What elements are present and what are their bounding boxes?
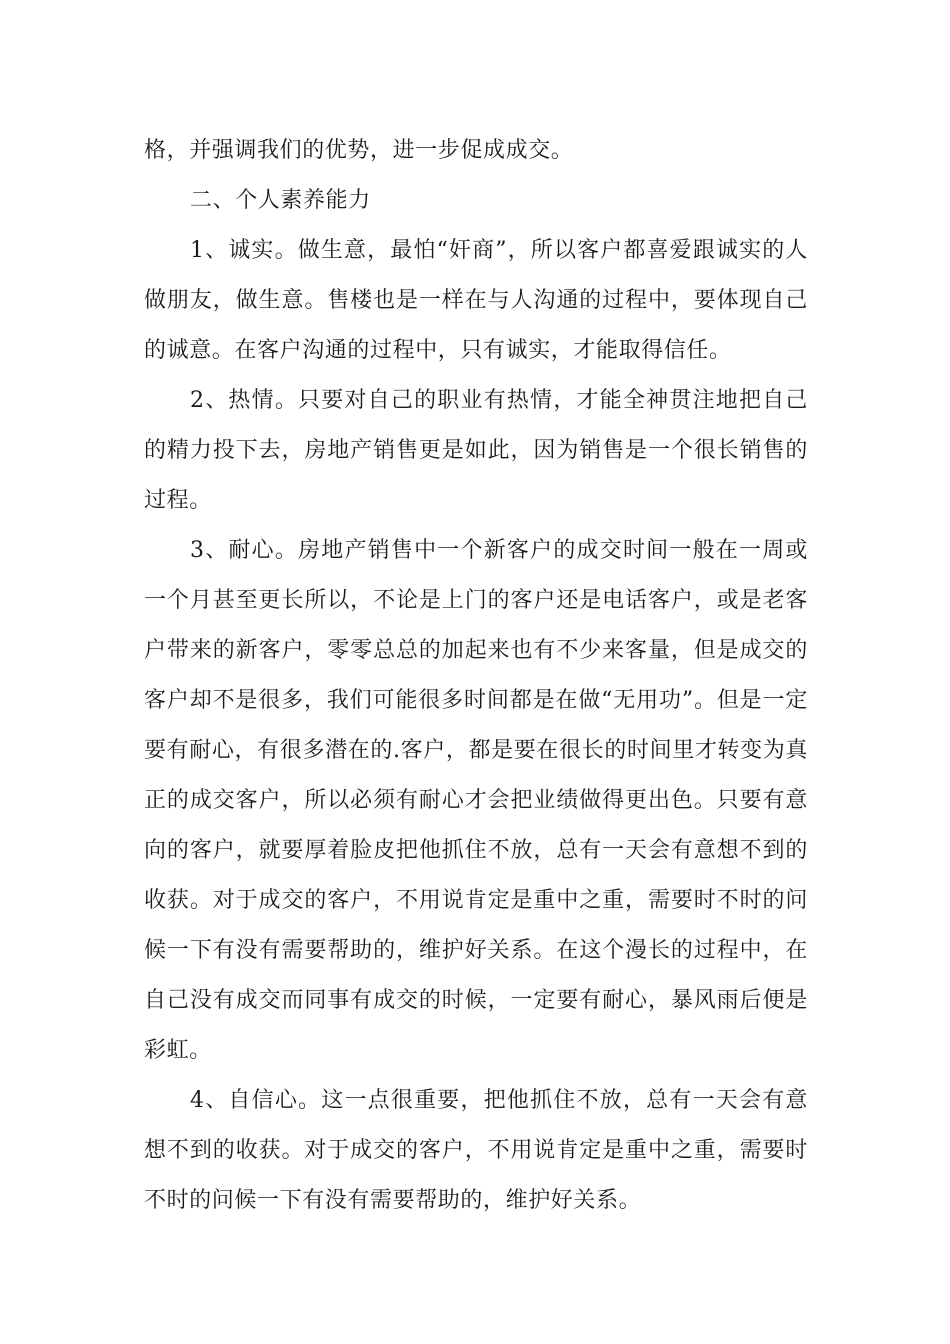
paragraph-patience: 3、耐心。房地产销售中一个新客户的成交时间一般在一周或一个月甚至更长所以，不论是上门的客户还是电话客户，或是老客户带来的新客户，零零总总的加起来也有不少来客量，但是成交的客户却不是很多，我们可能很多时间都是在做“无用功”。但是一定要有耐心，有很多潜在的.客户，都是要在很长的时间里才转变为真正的成交客户，所以必须有耐心才会把业绩做得更出色。只要有意向的客户，就要厚着脸皮把他抓住不放，总有一天会有意想不到的收获。对于成交的客户，不用说肯定是重中之重，需要时不时的问候一下有没有需要帮助的，维护好关系。在这个漫长的过程中，在自己没有成交而同事有成交的时候，一定要有耐心，暴风雨后便是彩虹。	[144, 538, 808, 1063]
paragraph-enthusiasm: 2、热情。只要对自己的职业有热情，才能全神贯注地把自己的精力投下去，房地产销售更是如此，因为销售是一个很长销售的过程。	[144, 388, 808, 513]
section-heading: 二、个人素养能力	[190, 188, 371, 213]
document-body	[144, 126, 808, 1226]
paragraph-continuation: 格，并强调我们的优势，进一步促成成交。	[144, 138, 574, 163]
paragraph-honesty: 1、诚实。做生意，最怕“奸商”，所以客户都喜爱跟诚实的人做朋友，做生意。售楼也是一样在与人沟通的过程中，要体现自己的诚意。在客户沟通的过程中，只有诚实，才能取得信任。	[144, 238, 808, 363]
paragraph-confidence: 4、自信心。这一点很重要，把他抓住不放，总有一天会有意想不到的收获。对于成交的客户，不用说肯定是重中之重，需要时不时的问候一下有没有需要帮助的，维护好关系。	[144, 1088, 808, 1213]
